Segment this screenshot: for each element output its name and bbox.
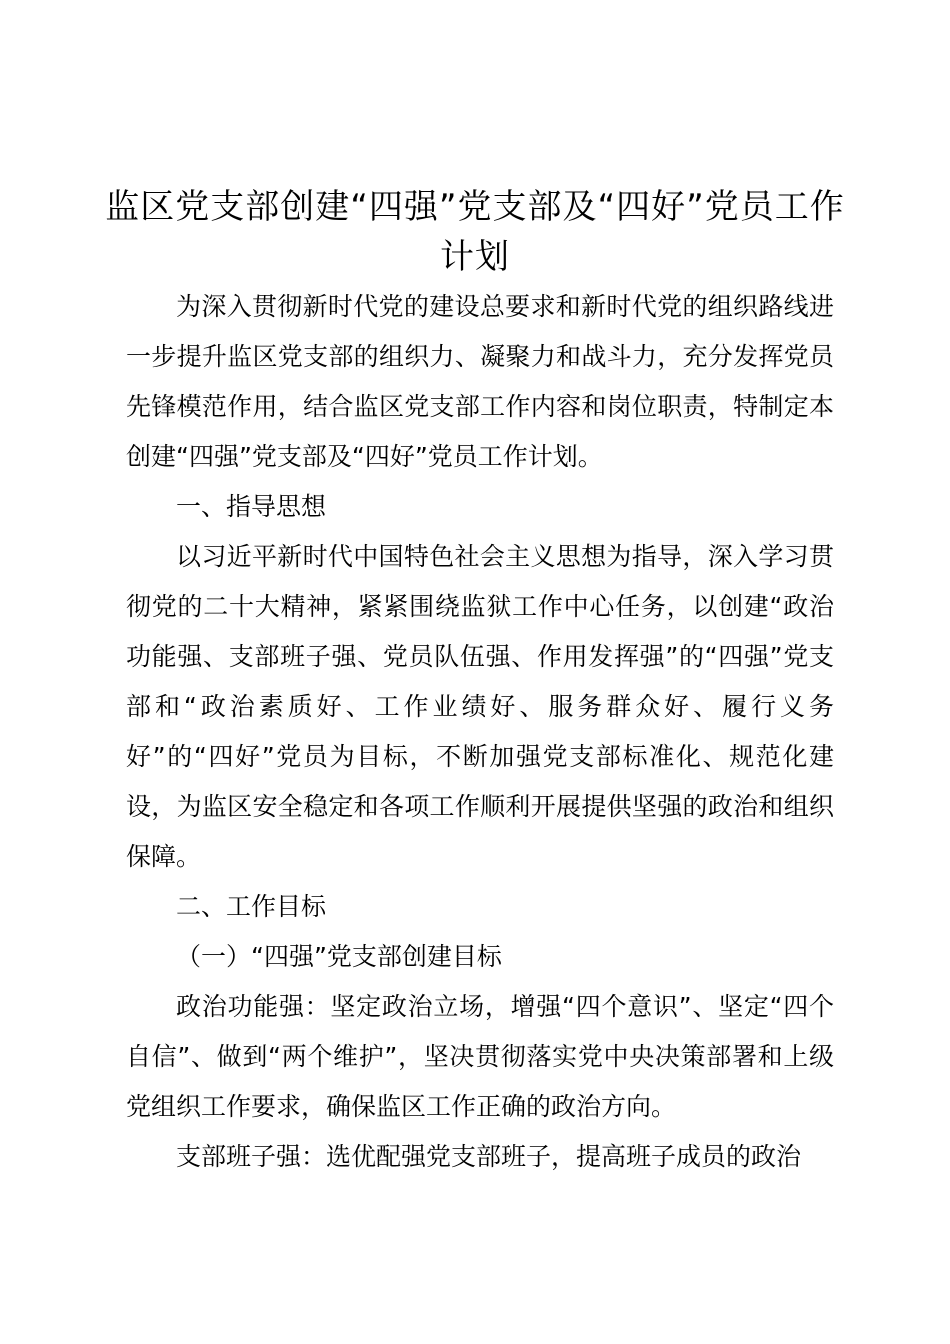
section-heading-work-goals: 二、工作目标 [176,892,327,921]
guiding-ideology-paragraph: 以习近平新时代中国特色社会主义思想为指导，深入学习贯彻党的二十大精神，紧紧围绕监狱工作中心任务，以创建“政治功能强、支部班子强、党员队伍强、作用发挥强”的“四强”党支部和“政治素质好、工作业绩好、服务群众好、履行义务好”的“四好”党员为目标，不断加强党支部标准化、规范化建设，为监区安全稳定和各项工作顺利开展提供坚强的政治和组织保障。 [126,542,834,871]
political-function-paragraph: 政治功能强：坚定政治立场，增强“四个意识”、坚定“四个自信”、做到“两个维护”，坚决贯彻落实党中央决策部署和上级党组织工作要求，确保监区工作正确的政治方向。 [126,992,834,1121]
document-body [126,282,834,1182]
section-heading-guiding-ideology: 一、指导思想 [176,492,327,521]
intro-paragraph: 为深入贯彻新时代党的建设总要求和新时代党的组织路线进一步提升监区党支部的组织力、凝聚力和战斗力，充分发挥党员先锋模范作用，结合监区党支部工作内容和岗位职责，特制定本创建“四强”党支部及“四好”党员工作计划。 [126,292,834,471]
subsection-heading-four-strong-goals: （一）“四强”党支部创建目标 [176,942,502,971]
branch-team-paragraph: 支部班子强：选优配强党支部班子，提高班子成员的政治 [176,1142,802,1171]
document-title: 监区党支部创建“四强”党支部及“四好”党员工作计划 [105,187,845,277]
